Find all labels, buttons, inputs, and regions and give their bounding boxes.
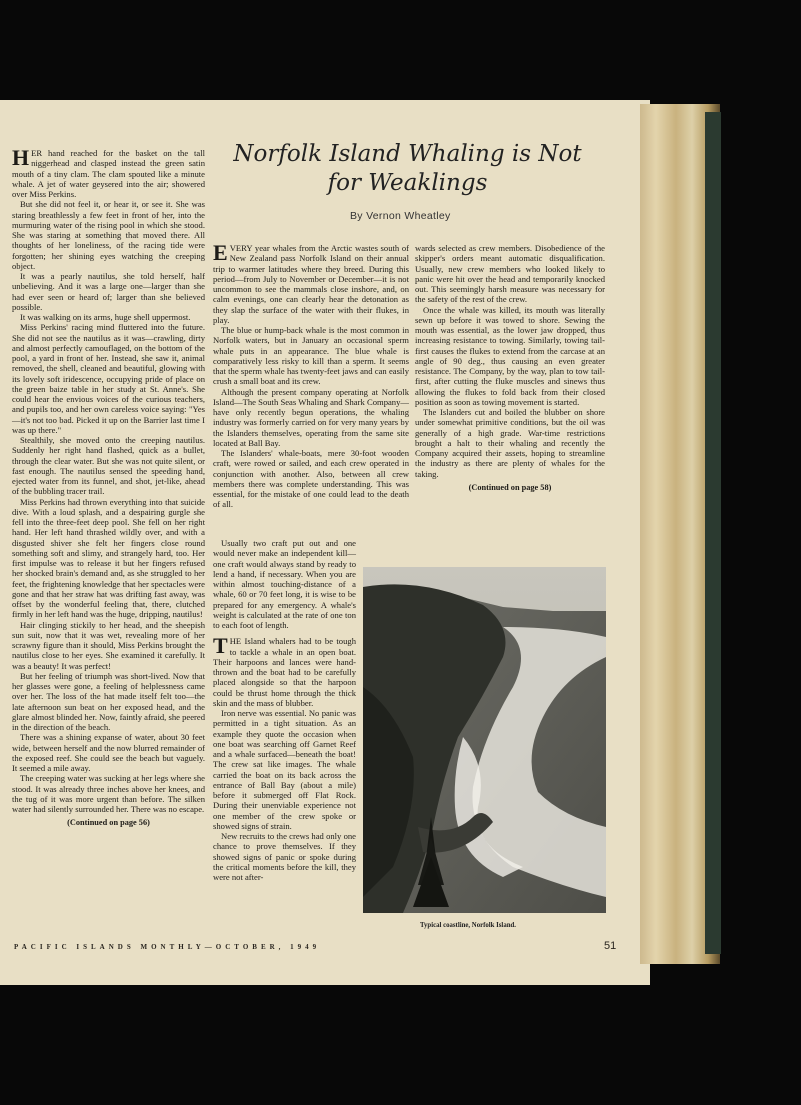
paragraph: The Islanders' whale-boats, mere 30-foot wooden craft, were rowed or sailed, and each crew operated in conjunction with another. Also, between all crew members there was complete understanding. This was essential, for the mistake of one could lead to the death of all. bbox=[213, 448, 409, 510]
paragraph: But her feeling of triumph was short-lived. Now that her glasses were gone, a feeling of helplessness came over her. The loss of the hat made itself felt too—the late afternoon sun beat on her exposed head, and the glare almost blinded her. Now, faintly afraid, she peered in the direction of the beach. bbox=[12, 670, 205, 732]
article-column-middle bbox=[213, 243, 409, 538]
book-spine bbox=[705, 112, 721, 954]
article-column-narrow bbox=[213, 538, 356, 882]
paragraph: HE Island whalers had to be tough to tackle a whale in an open boat. Their harpoons and lances were hand-thrown and the boat had to be carefully placed alongside so that the harpoon could be thrust home through the thick skin and the mass of blubber. bbox=[213, 636, 356, 708]
title-line: Norfolk Island Whaling is Not bbox=[233, 141, 582, 167]
paragraph: The blue or hump-back whale is the most common in Norfolk waters, but in January an occasional sperm whale puts in an appearance. The blue whale is comparatively less risky to kill than a sperm. It seems that the sperm whale has twenty-feet jaws and can easily crush a small boat and its crew. bbox=[213, 325, 409, 387]
paragraph: New recruits to the crews had only one chance to prove themselves. If they showed signs of panic or spoke during the critical moments before the kill, they were not after- bbox=[213, 831, 356, 882]
paragraph: wards selected as crew members. Disobedience of the skipper's orders meant automatic disqualification. Usually, new crew members who looked likely to panic were hit over the head and temporarily knocked out. This seemingly harsh measure was necessary for the safety of the rest of the crew. bbox=[415, 243, 605, 305]
photo-caption: Typical coastline, Norfolk Island. bbox=[420, 922, 516, 929]
paragraph: Miss Perkins had thrown everything into that suicide dive. With a loud splash, and a despairing gurgle she fell into the three-feet deep pool. She fell on her right hand. Her left hand thrashed wildly over, and with a disgusted shiver she felt her fingers close round something soft and slimy, and strangely hard, too. Her first impulse was to release it but her fingers refused her shocked brain's demand and, as she struggled to her feet, the frightening knowledge that her spectacles were gone and that her straw hat was drifting fast away, was offset by the wonderful feeling that, there, clutched firmly in her left hand was the huge, dripping, nautilus! bbox=[12, 496, 205, 620]
paragraph: Hair clinging stickily to her head, and the sheepish sun suit, now that it was wet, revealing more of her scrawny figure than it should, Miss Perkins brought the nautilus close to her eyes. She examined it carefully. It was a beauty! It was perfect! bbox=[12, 619, 205, 671]
paragraph: Stealthily, she moved onto the creeping nautilus. Suddenly her right hand flashed, quick as a bullet, through the clear water. But she was not quite silent, or fast enough. The nautilus sensed the speeding hand, ejected water from its funnel, and shot, jet-like, ahead of the bubbling tracer trail. bbox=[12, 435, 205, 497]
story-left-column bbox=[12, 145, 205, 829]
paragraph: The Islanders cut and boiled the blubber on shore under somewhat primitive conditions, but the oil was generally of a high grade. War-time restrictions brought a halt to their whaling and recently the Company acquired their assets, hoping to streamline the industry as there are plenty of whales for the taking. bbox=[415, 407, 605, 479]
paragraph: The creeping water was sucking at her legs where she stood. It was already three inches above her knees, and the tug of it was more urgent than before. The silken water had silently surrounded her. There was no escape. bbox=[12, 773, 205, 814]
paragraph: Miss Perkins' racing mind fluttered into the future. She did not see the nautilus as it was—crawling, dirty and almost perfectly camouflaged, on the bottom of the pool, a yard in front of her. Instead, she saw it, animal removed, the shell, cleaned and beautiful, glowing with its lovely soft iridescence, occupying pride of place on the green baize table in her study at St. Anne's. She could hear the envious voices of the curious teachers, and pupils too, and her own careless voice saying: "Yes—it's not too bad. Picked it up on the Barrier last time I was up there." bbox=[12, 322, 205, 435]
drop-cap: T bbox=[213, 633, 228, 659]
article-column-right bbox=[415, 243, 605, 493]
title-line: for Weaklings bbox=[327, 170, 488, 196]
continued-note: (Continued on page 58) bbox=[468, 482, 552, 492]
paragraph: Iron nerve was essential. No panic was permitted in a tight situation. As an example they quote the occasion when one boat was searching off Garnet Reef and a whale surfaced—beneath the boat! The crew sat like images. The whale carried the boat on its back across the entrance of Ball Bay (about a mile) before it submerged off Flat Rock. During their unenviable experience not one member of the crew spoke or showed signs of strain. bbox=[213, 708, 356, 831]
byline: By Vernon Wheatley bbox=[350, 210, 451, 222]
paragraph: ER hand reached for the basket on the tall niggerhead and clasped instead the green satin mouth of a tiny clam. The clam spouted like a minute whale. A jet of water geysered into the air; showered over Miss Perkins. bbox=[12, 148, 205, 199]
paragraph: There was a shining expanse of water, about 30 feet wide, between herself and the now blurred remainder of the exposed reef. She could see the beach but vaguely. It seemed a mile away. bbox=[12, 732, 205, 773]
paragraph: Although the present company operating at Norfolk Island—The South Seas Whaling and Shark Company—have only recently begun operations, the whaling industry was formerly carried on for very many years by the Islanders themselves, operating from the same site located at Ball Bay. bbox=[213, 386, 409, 448]
page-number: 51 bbox=[604, 940, 617, 952]
paragraph: It was a pearly nautilus, she told herself, half unbelieving. And it was a large one—larger than she had ever seen or heard of; larger than she believed possible. bbox=[12, 271, 205, 312]
paragraph: It was walking on its arms, huge shell uppermost. bbox=[20, 312, 191, 322]
page-footer: PACIFIC ISLANDS MONTHLY—OCTOBER, 1949 bbox=[14, 943, 321, 951]
article-title bbox=[215, 140, 600, 198]
drop-cap: H bbox=[12, 145, 30, 170]
drop-cap: E bbox=[213, 243, 228, 265]
coastline-photo bbox=[363, 567, 606, 913]
paragraph: VERY year whales from the Arctic wastes south of New Zealand pass Norfolk Island on their annual trip to warmer latitudes where they breed. During this period—from July to November or December—it is not uncommon to see the mammals close inshore, and, on calm evenings, one can clearly hear the detonation as they slap the surface of the water with their flukes, in play. bbox=[213, 243, 409, 325]
paragraph: But she did not feel it, or hear it, or see it. She was staring breathlessly a few feet in front of her, into the murmuring water of the rising pool in which she stood. She was staring at something that moved there. All thoughts of her loneliness, of the racing tide were forgotten; her shining eyes watching the creeping object. bbox=[12, 199, 205, 271]
paragraph: Once the whale was killed, its mouth was literally sewn up before it was towed to shore. Sewing the mouth was essential, as the lower jaw dropped, thus increasing resistance to towing. Similarly, towing tail-first causes the flukes to extend from the carcase at an angle of 90 deg., thus causing an even greater resistance. The Company, by the way, plan to tow tail-first, after cutting the fluke muscles and sinews thus allowing the flukes to fold back from their closed position as soon as towing movement is started. bbox=[415, 304, 605, 407]
continued-note: (Continued on page 56) bbox=[67, 818, 150, 828]
paragraph: Usually two craft put out and one would never make an independent kill—one craft would always stand by ready to lend a hand, if necessary. When you are within almost touching-distance of a whale, 60 or 70 feet long, it is wise to be prepared for any emergency. A whale's weight is calculated at the rate of one ton to each foot of length. bbox=[213, 538, 356, 630]
